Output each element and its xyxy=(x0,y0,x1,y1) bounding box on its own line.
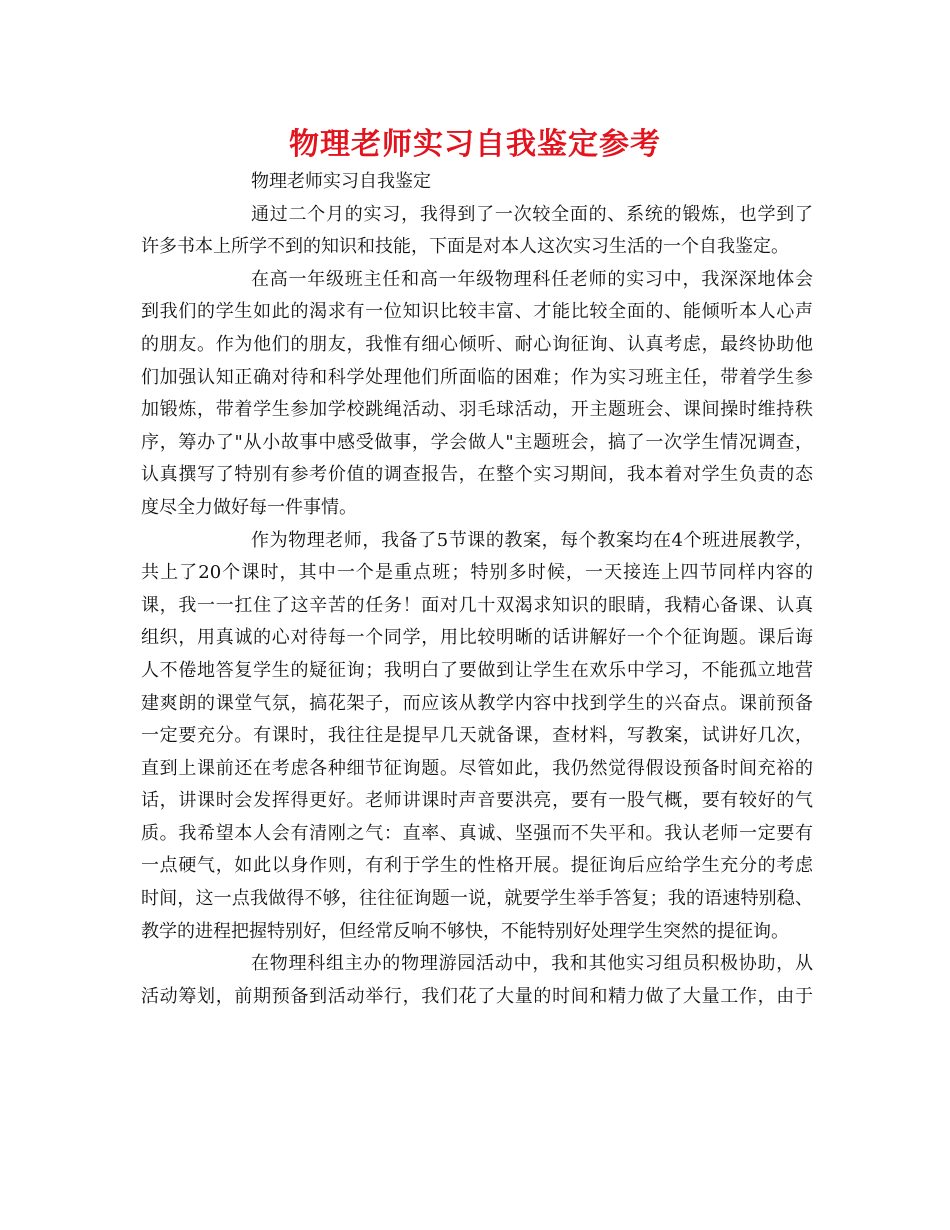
paragraph-line: 作为物理老师，我备了5节课的教案，每个教案均在4个班进展教学， xyxy=(251,529,813,551)
paragraph-line: 直到上课前还在考虑各种细节征询题。尽管如此，我仍然觉得假设预备时间充裕的 xyxy=(141,757,813,779)
paragraph-line: 在物理科组主办的物理游园活动中，我和其他实习组员积极协助，从 xyxy=(251,953,813,975)
paragraph-line: 认真撰写了特别有参考价值的调查报告，在整个实习期间，我本着对学生负责的态 xyxy=(141,464,813,486)
document-body xyxy=(141,166,813,1013)
paragraph-line: 到我们的学生如此的渴求有一位知识比较丰富、才能比较全面的、能倾听本人心声 xyxy=(141,301,813,323)
paragraph-line: 加锻炼，带着学生参加学校跳绳活动、羽毛球活动，开主题班会、课间操时维持秩 xyxy=(141,399,813,421)
paragraph-line: 的朋友。作为他们的朋友，我惟有细心倾听、耐心询征询、认真考虑，最终协助他 xyxy=(141,333,813,355)
paragraph-line: 们加强认知正确对待和科学处理他们所面临的困难；作为实习班主任，带着学生参 xyxy=(141,366,813,388)
paragraph-line: 许多书本上所学不到的知识和技能，下面是对本人这次实习生活的一个自我鉴定。 xyxy=(141,236,789,258)
document-title: 物理老师实习自我鉴定参考 xyxy=(289,127,661,162)
paragraph-line: 话，讲课时会发挥得更好。老师讲课时声音要洪亮，要有一股气概，要有较好的气 xyxy=(141,790,813,812)
paragraph-line: 组织，用真诚的心对待每一个同学，用比较明晰的话讲解好一个个征询题。课后诲 xyxy=(141,627,813,649)
paragraph-line: 活动筹划，前期预备到活动举行，我们花了大量的时间和精力做了大量工作，由于 xyxy=(141,985,813,1007)
paragraph-line: 质。我希望本人会有清刚之气：直率、真诚、坚强而不失平和。我认老师一定要有 xyxy=(141,822,813,844)
paragraph-line: 通过二个月的实习，我得到了一次较全面的、系统的锻炼，也学到了 xyxy=(251,203,813,225)
paragraph-line: 一定要充分。有课时，我往往是提早几天就备课，查材料，写教案，试讲好几次， xyxy=(141,725,813,747)
paragraph-line: 度尽全力做好每一件事情。 xyxy=(141,496,357,518)
paragraph-line: 一点硬气，如此以身作则，有利于学生的性格开展。提征询后应给学生充分的考虑 xyxy=(141,855,813,877)
paragraph-lines xyxy=(141,199,813,1014)
paragraph-line: 教学的进程把握特别好，但经常反响不够快，不能特别好处理学生突然的提征询。 xyxy=(141,920,789,942)
paragraph-line: 在高一年级班主任和高一年级物理科任老师的实习中，我深深地体会 xyxy=(251,268,813,290)
paragraph-line: 共上了20个课时，其中一个是重点班；特别多时候，一天接连上四节同样内容的 xyxy=(141,562,813,584)
paragraph-line: 课，我一一扛住了这辛苦的任务！面对几十双渴求知识的眼睛，我精心备课、认真 xyxy=(141,594,813,616)
paragraph-line: 时间，这一点我做得不够，往往征询题一说，就要学生举手答复；我的语速特别稳、 xyxy=(141,888,813,910)
paragraph-line: 序，筹办了"从小故事中感受做事，学会做人"主题班会，搞了一次学生情况调查， xyxy=(141,431,813,453)
paragraph-line: 人不倦地答复学生的疑征询；我明白了要做到让学生在欢乐中学习，不能孤立地营 xyxy=(141,659,813,681)
paragraph-line: 建爽朗的课堂气氛，搞花架子，而应该从教学内容中找到学生的兴奋点。课前预备 xyxy=(141,692,813,714)
document-subtitle: 物理老师实习自我鉴定 xyxy=(251,171,431,192)
